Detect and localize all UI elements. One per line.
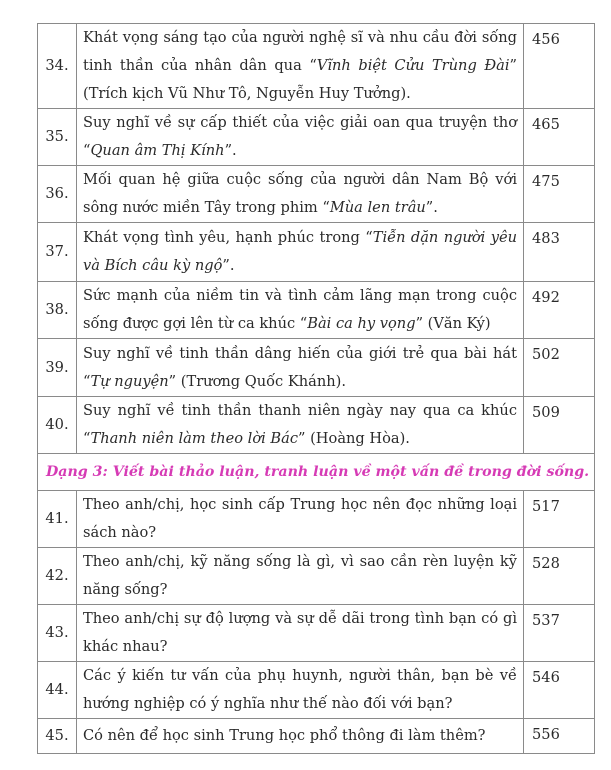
item-title [77, 662, 524, 719]
section-header-row [38, 454, 595, 491]
table-row [38, 719, 595, 754]
page-number: 475 [524, 166, 595, 223]
item-title [77, 282, 524, 339]
title-text: ” (Hoàng Hòa). [298, 430, 410, 447]
work-title: Vĩnh biệt Cửu Trùng Đài [316, 57, 510, 74]
table-of-contents [37, 23, 595, 754]
table-row [38, 491, 595, 548]
item-number: 34. [38, 24, 77, 109]
title-text: Có nên để học sinh Trung học phổ thông đi làm thêm? [83, 727, 486, 744]
item-number: 37. [38, 223, 77, 282]
title-text: Khát vọng sáng tạo của người nghệ sĩ và nhu cầu đời sống tinh thần của nhân dân qua “ [83, 29, 517, 74]
item-number: 39. [38, 339, 77, 397]
title-text: ”. [224, 142, 237, 159]
item-title [77, 223, 524, 282]
item-title [77, 166, 524, 223]
title-text: Theo anh/chị sự độ lượng và sự dễ dãi trong tình bạn có gì khác nhau? [83, 610, 517, 655]
title-text: ” (Trích kịch Vũ Như Tô, Nguyễn Huy Tưởng). [83, 57, 517, 102]
item-title [77, 24, 524, 109]
title-text: Các ý kiến tư vấn của phụ huynh, người thân, bạn bè về hướng nghiệp có ý nghĩa như thế nào đối với bạn? [83, 667, 517, 712]
table-row [38, 166, 595, 223]
item-number: 41. [38, 491, 77, 548]
title-text: Sức mạnh của niềm tin và tình cảm lãng mạn trong cuộc sống được gợi lên từ ca khúc “ [83, 287, 517, 332]
work-title: Quan âm Thị Kính [90, 142, 225, 159]
item-title [77, 491, 524, 548]
title-text: Suy nghĩ về tinh thần thanh niên ngày nay qua ca khúc “ [83, 402, 517, 447]
work-title: Thanh niên làm theo lời Bác [90, 430, 299, 447]
title-text: Theo anh/chị, kỹ năng sống là gì, vì sao cần rèn luyện kỹ năng sống? [83, 553, 517, 598]
table-row [38, 282, 595, 339]
page-number: 546 [524, 662, 595, 719]
page-number: 509 [524, 397, 595, 454]
table-row [38, 605, 595, 662]
page-number: 492 [524, 282, 595, 339]
title-text: Theo anh/chị, học sinh cấp Trung học nên đọc những loại sách nào? [83, 496, 517, 541]
title-text: Suy nghĩ về sự cấp thiết của việc giải oan qua truyện thơ “ [83, 114, 517, 159]
page-number: 483 [524, 223, 595, 282]
work-title: Tiễn dặn người yêu và Bích câu kỳ ngộ [83, 229, 518, 274]
title-text: Khát vọng tình yêu, hạnh phúc trong “ [83, 229, 373, 246]
item-number: 42. [38, 548, 77, 605]
page-number: 528 [524, 548, 595, 605]
page-number: 537 [524, 605, 595, 662]
title-text: Suy nghĩ về tinh thần dâng hiến của giới trẻ qua bài hát “ [83, 344, 517, 390]
item-number: 38. [38, 282, 77, 339]
item-number: 40. [38, 397, 77, 454]
item-number: 36. [38, 166, 77, 223]
table-row [38, 548, 595, 605]
toc-body [38, 24, 595, 754]
table-row [38, 339, 595, 397]
table-row [38, 109, 595, 166]
work-title: Mùa len trâu [329, 199, 426, 216]
item-title [77, 719, 524, 754]
page-number: 517 [524, 491, 595, 548]
page-number: 456 [524, 24, 595, 109]
table-row [38, 662, 595, 719]
title-text: ” (Trương Quốc Khánh). [168, 372, 346, 390]
title-text: ”. [425, 199, 438, 216]
page-number: 556 [524, 719, 595, 754]
table-row [38, 223, 595, 282]
item-title [77, 109, 524, 166]
section-header: Dạng 3: Viết bài thảo luận, tranh luận về một vấn đề trong đời sống. [38, 454, 595, 491]
table-row [38, 24, 595, 109]
work-title: Bài ca hy vọng [307, 315, 416, 332]
item-title [77, 548, 524, 605]
item-number: 43. [38, 605, 77, 662]
item-number: 45. [38, 719, 77, 754]
item-title [77, 605, 524, 662]
page-number: 502 [524, 339, 595, 397]
item-title [77, 397, 524, 454]
table-row [38, 397, 595, 454]
item-title [77, 339, 524, 397]
title-text: ” (Văn Ký) [415, 315, 491, 332]
title-text: Mối quan hệ giữa cuộc sống của người dân Nam Bộ với sông nước miền Tây trong phim “ [83, 171, 517, 216]
title-text: ”. [222, 257, 235, 274]
item-number: 35. [38, 109, 77, 166]
item-number: 44. [38, 662, 77, 719]
work-title: Tự nguyện [90, 372, 169, 390]
page-number: 465 [524, 109, 595, 166]
